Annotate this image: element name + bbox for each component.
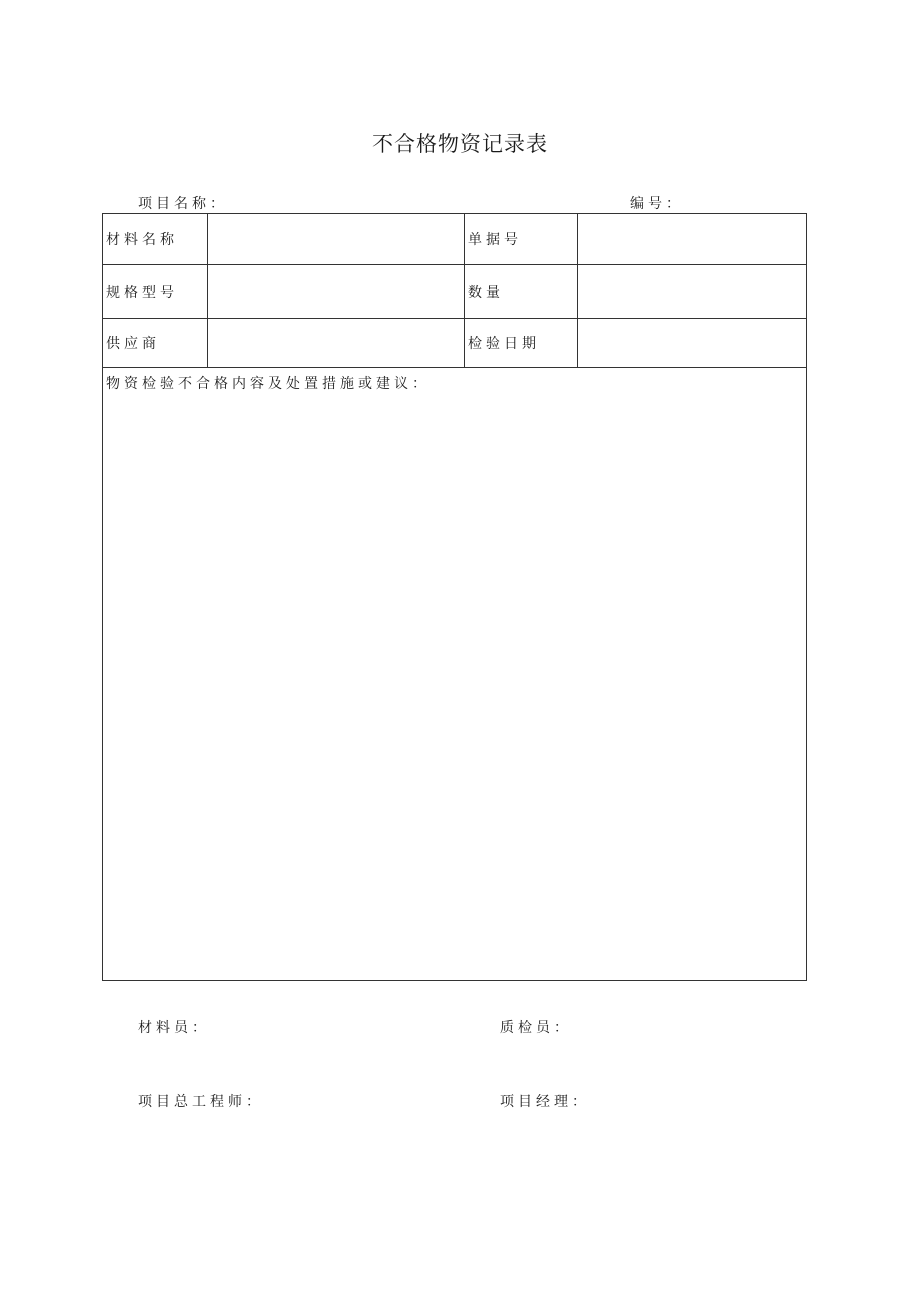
spec-model-field[interactable] [208,265,465,319]
nonconforming-material-table [102,213,807,981]
material-name-field[interactable] [208,214,465,265]
material-clerk-signature-label: 材料员： [138,1020,210,1036]
chief-engineer-signature-label: 项目总工程师： [138,1094,264,1110]
quantity-label: 数量 [465,265,578,319]
table-row [103,319,807,368]
inspection-date-field[interactable] [578,319,807,368]
table-row [103,368,807,981]
table-row [103,214,807,265]
document-number-label: 单据号 [465,214,578,265]
document-title: 不合格物资记录表 [372,132,548,156]
document-number-field[interactable] [578,214,807,265]
project-name-label: 项目名称： [138,196,228,212]
supplier-field[interactable] [208,319,465,368]
nonconformity-details-area[interactable] [103,368,807,981]
inspection-date-label: 检验日期 [465,319,578,368]
quality-inspector-signature-label: 质检员： [500,1020,572,1036]
serial-number-label: 编号： [630,196,684,212]
material-name-label: 材料名称 [103,214,208,265]
nonconformity-details-label: 物资检验不合格内容及处置措施或建议： [106,376,430,392]
quantity-field[interactable] [578,265,807,319]
supplier-label: 供应商 [103,319,208,368]
spec-model-label: 规格型号 [103,265,208,319]
project-manager-signature-label: 项目经理： [500,1094,590,1110]
table-row [103,265,807,319]
